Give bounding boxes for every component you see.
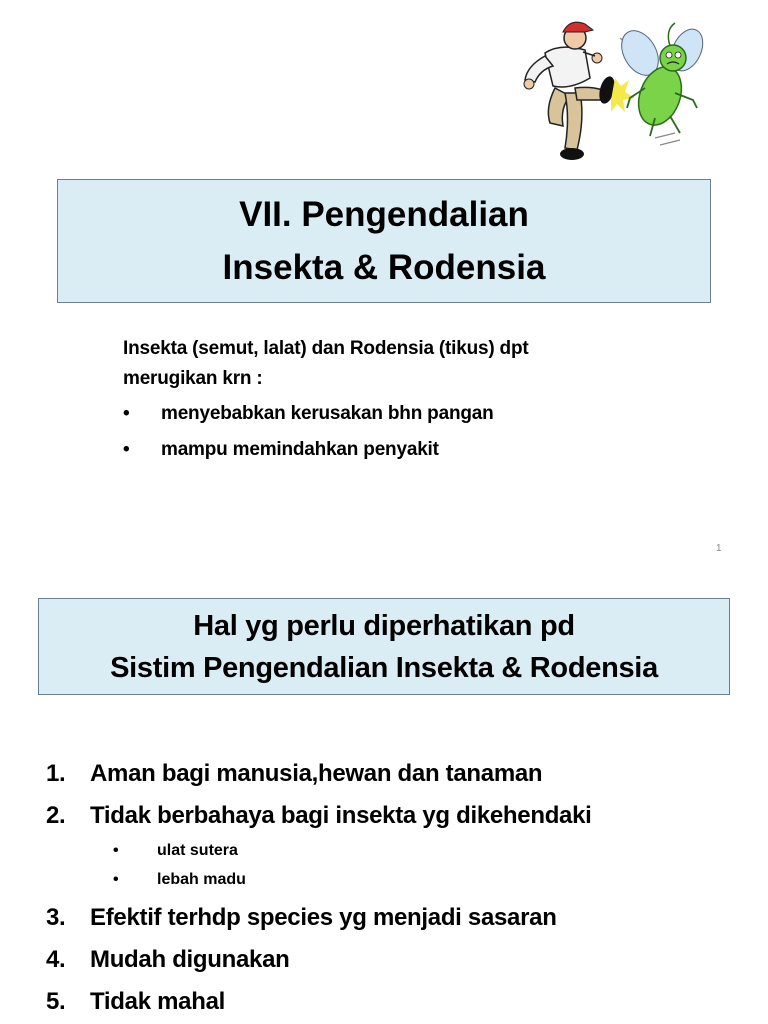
sub-bullet-item <box>113 842 238 860</box>
slide1-title-line1: VII. Pengendalian <box>239 195 529 234</box>
sub-item-text: lebah madu <box>157 871 246 888</box>
slide1-bullet-text: mampu memindahkan penyakit <box>161 439 439 460</box>
page-number: 1 <box>716 543 722 554</box>
slide1-bullet-text: menyebabkan kerusakan bhn pangan <box>161 403 494 424</box>
man-kicking-insect-illustration <box>515 8 715 168</box>
item-text: Efektif terhdp species yg menjadi sasaran <box>90 904 557 931</box>
slide1-title-line2: Insekta & Rodensia <box>222 248 546 287</box>
bullet-icon: • <box>123 403 130 424</box>
numbered-item <box>46 946 290 974</box>
numbered-item <box>46 760 542 788</box>
item-number: 5. <box>46 988 66 1015</box>
bullet-icon: • <box>113 871 119 888</box>
slide1-intro <box>123 334 643 394</box>
item-text: Mudah digunakan <box>90 946 290 973</box>
slide2-title-line2: Sistim Pengendalian Insekta & Rodensia <box>110 651 658 684</box>
numbered-item <box>46 904 557 932</box>
slide1-bullet <box>0 432 768 468</box>
bullet-icon: • <box>123 439 130 460</box>
numbered-item <box>46 802 592 830</box>
numbered-item <box>46 988 225 1016</box>
slide1-intro-line2: merugikan krn : <box>123 368 263 389</box>
item-number: 3. <box>46 904 66 931</box>
bullet-icon: • <box>113 842 119 859</box>
item-text: Aman bagi manusia,hewan dan tanaman <box>90 760 543 787</box>
slide1-bullet <box>0 396 768 432</box>
item-text: Tidak mahal <box>90 988 225 1015</box>
slide1-intro-line1: Insekta (semut, lalat) dan Rodensia (tikus) dpt <box>123 338 529 359</box>
sub-bullet-item <box>113 871 246 889</box>
item-text: Tidak berbahaya bagi insekta yg dikehendaki <box>90 802 592 829</box>
item-number: 4. <box>46 946 66 973</box>
slide2-title-line1: Hal yg perlu diperhatikan pd <box>193 609 575 642</box>
item-number: 2. <box>46 802 66 829</box>
slide2-title-box <box>38 598 730 695</box>
item-number: 1. <box>46 760 66 787</box>
sub-item-text: ulat sutera <box>157 842 238 859</box>
slide1-title-box <box>57 179 711 303</box>
